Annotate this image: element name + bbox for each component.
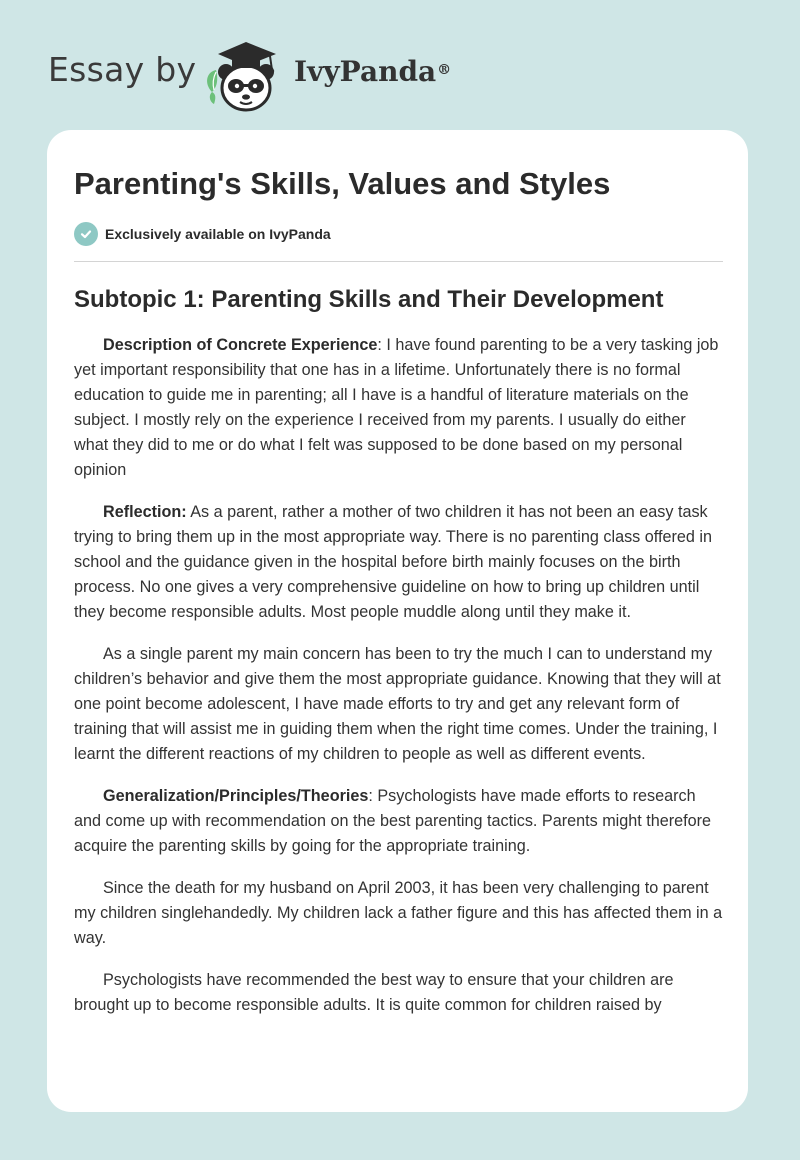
- essay-card: [47, 130, 748, 1112]
- essay-by-label: Essay by: [48, 50, 197, 89]
- paragraph-text: : Psychologists have made efforts to research and come up with recommendation on the best parenting tactics. Parents might therefore acquire the parenting skills by going for the appropriate training.: [74, 787, 712, 855]
- brand-name: [294, 52, 451, 92]
- registered-mark: ®: [437, 62, 452, 78]
- page-title: Parenting's Skills, Values and Styles: [74, 166, 611, 201]
- paragraph-lead: Description of Concrete Experience: [103, 336, 378, 354]
- divider: [74, 261, 723, 262]
- paragraph-lead: Generalization/Principles/Theories: [103, 787, 369, 805]
- paragraph: [74, 876, 724, 951]
- check-circle-icon: [74, 222, 98, 246]
- paragraph-text: As a single parent my main concern has been to try the much I can to understand my children’s behavior and give them the most appropriate guidance. Knowing that they will at one point become adolescent, I have made efforts to try and get any relevant form of training that will assist me in guiding them when the right time comes. Under the training, I learnt the different reactions of my children to people as well as different events.: [74, 645, 721, 763]
- paragraph-text: Since the death for my husband on April 2003, it has been very challenging to parent my children singlehandedly. My children lack a father figure and this has affected them in a way.: [74, 879, 723, 947]
- paragraph: [74, 333, 724, 483]
- subtopic-heading: Subtopic 1: Parenting Skills and Their Development: [74, 286, 664, 313]
- badge-label: Exclusively available on IvyPanda: [105, 226, 331, 242]
- exclusive-badge: [74, 222, 331, 246]
- paragraph-text: Psychologists have recommended the best way to ensure that your children are brought up to become responsible adults. It is quite common for children raised by: [74, 971, 674, 1014]
- essay-body: [74, 333, 724, 1035]
- paragraph: [74, 784, 724, 859]
- panda-graduate-icon: [200, 34, 290, 114]
- paragraph-lead: Reflection:: [103, 503, 187, 521]
- paragraph: [74, 500, 724, 625]
- paragraph-text: As a parent, rather a mother of two children it has not been an easy task trying to bring them up in the most appropriate way. There is no parenting class offered in school and the guidance given in the hospital before birth mainly focuses on the birth process. No one gives a very comprehensive guideline on how to bring up children until they become responsible adults. Most people muddle along until they make it.: [74, 503, 712, 621]
- paragraph: [74, 642, 724, 767]
- paragraph: [74, 968, 724, 1018]
- site-header: [0, 0, 800, 130]
- brand-name-text: IvyPanda: [294, 55, 437, 88]
- paragraph-text: : I have found parenting to be a very tasking job yet important responsibility that one has in a lifetime. Unfortunately there is no formal education to guide me in parenting; all I have is a handful of literature materials on the subject. I mostly rely on the experience I received from my parents. I usually do either what they did to me or do what I felt was supposed to be done based on my personal opinion: [74, 336, 719, 479]
